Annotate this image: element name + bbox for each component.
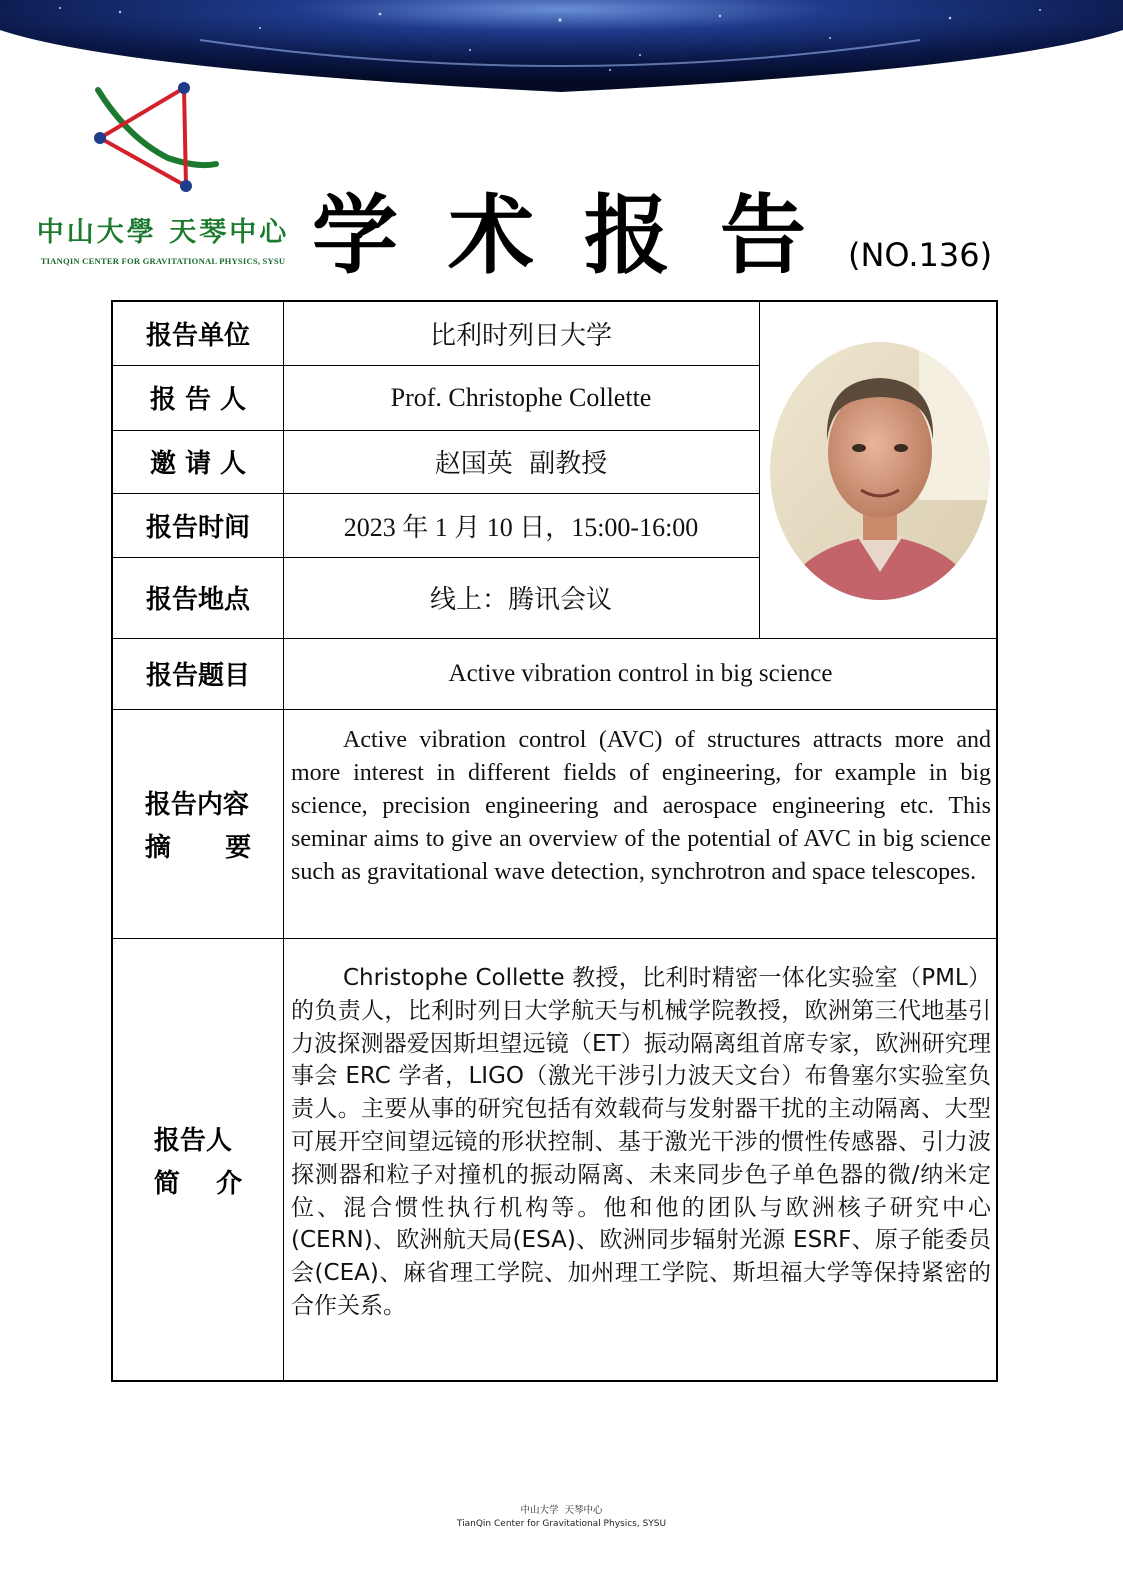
page-footer <box>0 1502 1123 1529</box>
logo-english-text: TIANQIN CENTER FOR GRAVITATIONAL PHYSICS, SYSU <box>40 256 286 266</box>
speaker-label-cell <box>113 365 283 430</box>
abstract-text: Active vibration control (AVC) of structures attracts more and more interest in different fields of engineering, for example in big science, precision engineering and aerospace engineering etc. This seminar aims to give an overview of the potential of AVC in big science such as gravitational wave detection, synchrotron and space telescopes. <box>291 727 991 885</box>
time-value-cell <box>283 493 759 557</box>
place-label-cell <box>113 557 283 638</box>
bio-label-line1: 报告人 <box>153 1126 232 1156</box>
bio-label-cell <box>113 938 283 1382</box>
inviter-label: 邀 请 人 <box>149 449 247 479</box>
bio-text: Christophe Collette 教授，比利时精密一体化实验室（PML）的负责人，比利时列日大学航天与机械学院教授，欧洲第三代地基引力波探测器爱因斯坦望远镜（ET）振动隔离组首席专家，欧洲研究理事会 ERC 学者，LIGO（激光干涉引力波天文台）布鲁塞尔实验室负责人。主要从事的研究包括有效载荷与发射器干扰的主动隔离、大型可展开空间望远镜的形状控制、基于激光干涉的惯性传感器、引力波探测器和粒子对撞机的振动隔离、未来同步色子单色器的微/纳米定位、混合惯性执行机构等。他和他的团队与欧洲核子研究中心(CERN)、欧洲航天局(ESA)、欧洲同步辐射光源 ESRF、原子能委员会(CEA)、麻省理工学院、加州理工学院、斯坦福大学等保持紧密的合作关系。 <box>291 965 991 1319</box>
topic-value: Active vibration control in big science <box>448 659 833 687</box>
topic-label-cell <box>113 638 283 709</box>
place-label: 报告地点 <box>145 585 250 615</box>
logo-chinese-text: 中山大學 天琴中心 <box>36 217 290 248</box>
footer-line-en: TianQin Center for Gravitational Physics, SYSU <box>456 1519 667 1529</box>
tianqin-logo <box>28 78 298 278</box>
place-value-cell <box>283 557 759 638</box>
unit-value-cell <box>283 302 759 365</box>
inviter-label-cell <box>113 430 283 493</box>
triangle-logo-icon <box>88 78 228 208</box>
time-value: 2023 年 1 月 10 日，15:00-16:00 <box>343 512 699 542</box>
speaker-photo <box>769 340 991 602</box>
speaker-value: Prof. Christophe Collette <box>390 382 652 412</box>
speaker-value-cell <box>283 365 759 430</box>
report-number: (NO.136) <box>848 236 993 274</box>
abstract-label-cell <box>113 709 283 938</box>
place-value: 线上：腾讯会议 <box>429 585 612 615</box>
inviter-value-cell <box>283 430 759 493</box>
footer-line-cn: 中山大学 天琴中心 <box>520 1505 603 1516</box>
page-title: 学术报告 <box>312 185 856 286</box>
bio-label-line2: 简 介 <box>153 1169 243 1199</box>
topic-label: 报告题目 <box>145 661 250 691</box>
topic-value-cell <box>283 638 998 709</box>
abstract-label-line2: 摘 要 <box>144 832 252 863</box>
time-label-cell <box>113 493 283 557</box>
unit-label: 报告单位 <box>145 321 250 351</box>
time-label: 报告时间 <box>145 512 250 543</box>
report-info-table <box>111 300 998 1382</box>
unit-value: 比利时列日大学 <box>429 321 612 351</box>
speaker-label: 报 告 人 <box>149 385 247 415</box>
inviter-value: 赵国英 副教授 <box>434 449 608 479</box>
unit-label-cell <box>113 302 283 365</box>
photo-divider <box>759 302 760 638</box>
abstract-label-line1: 报告内容 <box>144 789 249 820</box>
